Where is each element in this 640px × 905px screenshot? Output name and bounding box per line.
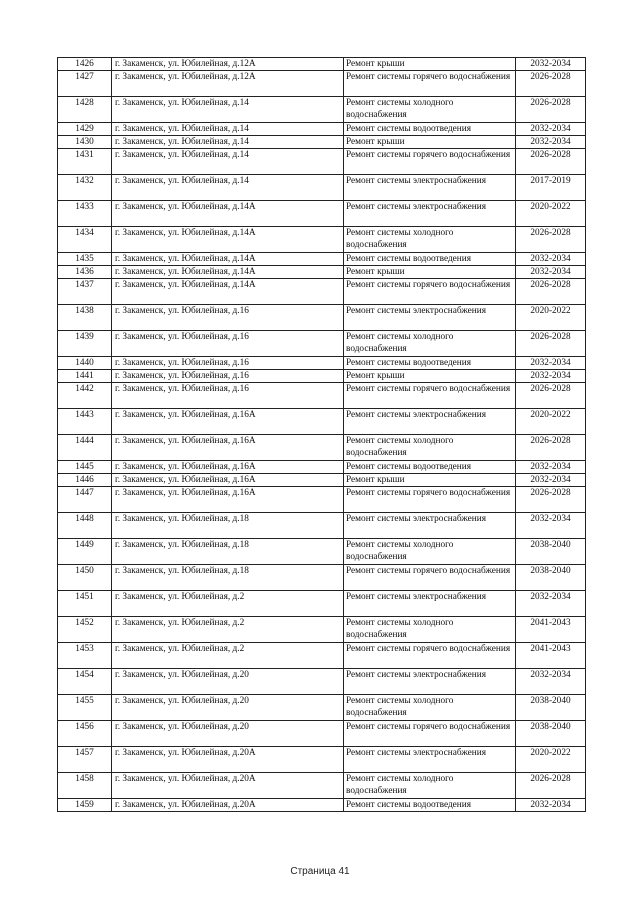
row-work-type: Ремонт системы электроснабжения xyxy=(344,591,516,617)
row-address: г. Закаменск, ул. Юбилейная, д.16А xyxy=(112,461,344,474)
row-period: 2032-2034 xyxy=(516,799,586,812)
row-address: г. Закаменск, ул. Юбилейная, д.16А xyxy=(112,409,344,435)
row-number: 1453 xyxy=(58,643,112,669)
row-work-type: Ремонт системы холодного водоснабжения xyxy=(344,435,516,461)
row-number: 1456 xyxy=(58,721,112,747)
table-row xyxy=(58,565,586,591)
row-address: г. Закаменск, ул. Юбилейная, д.14А xyxy=(112,201,344,227)
row-work-type: Ремонт системы холодного водоснабжения xyxy=(344,331,516,357)
table-row xyxy=(58,370,586,383)
table-row xyxy=(58,487,586,513)
row-number: 1455 xyxy=(58,695,112,721)
table-row xyxy=(58,539,586,565)
row-period: 2020-2022 xyxy=(516,409,586,435)
row-period: 2020-2022 xyxy=(516,201,586,227)
table-row xyxy=(58,695,586,721)
row-period: 2026-2028 xyxy=(516,331,586,357)
row-address: г. Закаменск, ул. Юбилейная, д.20А xyxy=(112,799,344,812)
table-row xyxy=(58,201,586,227)
row-period: 2026-2028 xyxy=(516,487,586,513)
row-work-type: Ремонт системы холодного водоснабжения xyxy=(344,773,516,799)
table-row xyxy=(58,149,586,175)
row-number: 1451 xyxy=(58,591,112,617)
row-address: г. Закаменск, ул. Юбилейная, д.16А xyxy=(112,435,344,461)
row-period: 2032-2034 xyxy=(516,513,586,539)
row-work-type: Ремонт системы электроснабжения xyxy=(344,513,516,539)
row-number: 1437 xyxy=(58,279,112,305)
table-row xyxy=(58,71,586,97)
row-number: 1432 xyxy=(58,175,112,201)
row-address: г. Закаменск, ул. Юбилейная, д.2 xyxy=(112,617,344,643)
row-address: г. Закаменск, ул. Юбилейная, д.2 xyxy=(112,643,344,669)
table-row xyxy=(58,721,586,747)
row-work-type: Ремонт системы холодного водоснабжения xyxy=(344,695,516,721)
row-period: 2026-2028 xyxy=(516,383,586,409)
row-work-type: Ремонт системы электроснабжения xyxy=(344,747,516,773)
row-address: г. Закаменск, ул. Юбилейная, д.18 xyxy=(112,513,344,539)
row-address: г. Закаменск, ул. Юбилейная, д.14 xyxy=(112,97,344,123)
row-address: г. Закаменск, ул. Юбилейная, д.18 xyxy=(112,565,344,591)
row-period: 2032-2034 xyxy=(516,136,586,149)
row-address: г. Закаменск, ул. Юбилейная, д.2 xyxy=(112,591,344,617)
table-row xyxy=(58,58,586,71)
row-work-type: Ремонт системы горячего водоснабжения xyxy=(344,71,516,97)
row-address: г. Закаменск, ул. Юбилейная, д.16 xyxy=(112,357,344,370)
row-period: 2017-2019 xyxy=(516,175,586,201)
table-row xyxy=(58,253,586,266)
row-number: 1433 xyxy=(58,201,112,227)
table-row xyxy=(58,357,586,370)
row-period: 2032-2034 xyxy=(516,123,586,136)
row-address: г. Закаменск, ул. Юбилейная, д.18 xyxy=(112,539,344,565)
row-address: г. Закаменск, ул. Юбилейная, д.16 xyxy=(112,305,344,331)
row-period: 2026-2028 xyxy=(516,149,586,175)
row-work-type: Ремонт системы холодного водоснабжения xyxy=(344,539,516,565)
row-work-type: Ремонт крыши xyxy=(344,136,516,149)
row-work-type: Ремонт системы горячего водоснабжения xyxy=(344,721,516,747)
row-number: 1434 xyxy=(58,227,112,253)
table-row xyxy=(58,591,586,617)
row-period: 2020-2022 xyxy=(516,747,586,773)
row-work-type: Ремонт системы холодного водоснабжения xyxy=(344,617,516,643)
row-number: 1431 xyxy=(58,149,112,175)
row-number: 1444 xyxy=(58,435,112,461)
table-row xyxy=(58,617,586,643)
table-row xyxy=(58,97,586,123)
table-row xyxy=(58,409,586,435)
table-row xyxy=(58,799,586,812)
table-row xyxy=(58,461,586,474)
row-work-type: Ремонт крыши xyxy=(344,58,516,71)
row-number: 1452 xyxy=(58,617,112,643)
row-number: 1430 xyxy=(58,136,112,149)
row-period: 2026-2028 xyxy=(516,773,586,799)
table-row xyxy=(58,266,586,279)
row-work-type: Ремонт системы электроснабжения xyxy=(344,409,516,435)
row-address: г. Закаменск, ул. Юбилейная, д.20 xyxy=(112,669,344,695)
row-address: г. Закаменск, ул. Юбилейная, д.12А xyxy=(112,58,344,71)
row-number: 1426 xyxy=(58,58,112,71)
table-row xyxy=(58,279,586,305)
row-period: 2026-2028 xyxy=(516,97,586,123)
row-period: 2032-2034 xyxy=(516,461,586,474)
row-period: 2026-2028 xyxy=(516,227,586,253)
row-number: 1442 xyxy=(58,383,112,409)
row-number: 1447 xyxy=(58,487,112,513)
table-row xyxy=(58,643,586,669)
row-address: г. Закаменск, ул. Юбилейная, д.14 xyxy=(112,136,344,149)
row-period: 2026-2028 xyxy=(516,279,586,305)
row-period: 2032-2034 xyxy=(516,669,586,695)
row-work-type: Ремонт крыши xyxy=(344,474,516,487)
row-period: 2026-2028 xyxy=(516,435,586,461)
row-period: 2026-2028 xyxy=(516,71,586,97)
table-row xyxy=(58,669,586,695)
row-work-type: Ремонт крыши xyxy=(344,266,516,279)
row-period: 2038-2040 xyxy=(516,721,586,747)
row-address: г. Закаменск, ул. Юбилейная, д.16А xyxy=(112,474,344,487)
row-period: 2032-2034 xyxy=(516,370,586,383)
row-number: 1449 xyxy=(58,539,112,565)
row-number: 1438 xyxy=(58,305,112,331)
row-address: г. Закаменск, ул. Юбилейная, д.20А xyxy=(112,747,344,773)
row-work-type: Ремонт системы горячего водоснабжения xyxy=(344,383,516,409)
row-work-type: Ремонт системы горячего водоснабжения xyxy=(344,149,516,175)
table-row xyxy=(58,513,586,539)
row-address: г. Закаменск, ул. Юбилейная, д.16 xyxy=(112,383,344,409)
row-number: 1429 xyxy=(58,123,112,136)
row-address: г. Закаменск, ул. Юбилейная, д.14А xyxy=(112,227,344,253)
row-address: г. Закаменск, ул. Юбилейная, д.16 xyxy=(112,331,344,357)
row-address: г. Закаменск, ул. Юбилейная, д.12А xyxy=(112,71,344,97)
repair-schedule-body xyxy=(58,58,586,812)
row-address: г. Закаменск, ул. Юбилейная, д.14А xyxy=(112,253,344,266)
table-row xyxy=(58,136,586,149)
row-work-type: Ремонт системы холодного водоснабжения xyxy=(344,97,516,123)
row-number: 1428 xyxy=(58,97,112,123)
row-work-type: Ремонт системы горячего водоснабжения xyxy=(344,487,516,513)
table-row xyxy=(58,383,586,409)
row-address: г. Закаменск, ул. Юбилейная, д.20А xyxy=(112,773,344,799)
table-row xyxy=(58,747,586,773)
row-period: 2041-2043 xyxy=(516,643,586,669)
row-period: 2032-2034 xyxy=(516,253,586,266)
row-number: 1454 xyxy=(58,669,112,695)
row-work-type: Ремонт системы горячего водоснабжения xyxy=(344,279,516,305)
row-period: 2020-2022 xyxy=(516,305,586,331)
row-number: 1446 xyxy=(58,474,112,487)
table-row xyxy=(58,175,586,201)
table-row xyxy=(58,773,586,799)
row-period: 2032-2034 xyxy=(516,58,586,71)
row-work-type: Ремонт системы горячего водоснабжения xyxy=(344,643,516,669)
row-period: 2032-2034 xyxy=(516,474,586,487)
row-number: 1435 xyxy=(58,253,112,266)
row-work-type: Ремонт системы водоотведения xyxy=(344,357,516,370)
row-work-type: Ремонт системы электроснабжения xyxy=(344,201,516,227)
row-work-type: Ремонт крыши xyxy=(344,370,516,383)
row-number: 1427 xyxy=(58,71,112,97)
row-period: 2032-2034 xyxy=(516,266,586,279)
row-address: г. Закаменск, ул. Юбилейная, д.20 xyxy=(112,721,344,747)
row-address: г. Закаменск, ул. Юбилейная, д.20 xyxy=(112,695,344,721)
row-work-type: Ремонт системы водоотведения xyxy=(344,461,516,474)
row-number: 1459 xyxy=(58,799,112,812)
row-address: г. Закаменск, ул. Юбилейная, д.14 xyxy=(112,149,344,175)
row-work-type: Ремонт системы электроснабжения xyxy=(344,305,516,331)
row-number: 1457 xyxy=(58,747,112,773)
row-address: г. Закаменск, ул. Юбилейная, д.14 xyxy=(112,123,344,136)
table-row xyxy=(58,331,586,357)
row-number: 1439 xyxy=(58,331,112,357)
row-period: 2041-2043 xyxy=(516,617,586,643)
row-work-type: Ремонт системы водоотведения xyxy=(344,799,516,812)
row-work-type: Ремонт системы горячего водоснабжения xyxy=(344,565,516,591)
row-work-type: Ремонт системы электроснабжения xyxy=(344,669,516,695)
table-row xyxy=(58,435,586,461)
row-number: 1443 xyxy=(58,409,112,435)
row-work-type: Ремонт системы водоотведения xyxy=(344,253,516,266)
row-number: 1445 xyxy=(58,461,112,474)
row-number: 1440 xyxy=(58,357,112,370)
row-number: 1458 xyxy=(58,773,112,799)
row-period: 2032-2034 xyxy=(516,357,586,370)
row-number: 1441 xyxy=(58,370,112,383)
row-period: 2038-2040 xyxy=(516,695,586,721)
row-address: г. Закаменск, ул. Юбилейная, д.16 xyxy=(112,370,344,383)
table-row xyxy=(58,474,586,487)
repair-schedule-table xyxy=(57,57,586,812)
row-number: 1450 xyxy=(58,565,112,591)
row-address: г. Закаменск, ул. Юбилейная, д.14 xyxy=(112,175,344,201)
row-period: 2032-2034 xyxy=(516,591,586,617)
row-work-type: Ремонт системы водоотведения xyxy=(344,123,516,136)
table-row xyxy=(58,123,586,136)
row-address: г. Закаменск, ул. Юбилейная, д.16А xyxy=(112,487,344,513)
page-number: Страница 41 xyxy=(290,866,350,877)
row-period: 2038-2040 xyxy=(516,565,586,591)
row-number: 1448 xyxy=(58,513,112,539)
row-number: 1436 xyxy=(58,266,112,279)
row-address: г. Закаменск, ул. Юбилейная, д.14А xyxy=(112,279,344,305)
table-row xyxy=(58,227,586,253)
row-work-type: Ремонт системы холодного водоснабжения xyxy=(344,227,516,253)
row-work-type: Ремонт системы электроснабжения xyxy=(344,175,516,201)
row-period: 2038-2040 xyxy=(516,539,586,565)
table-row xyxy=(58,305,586,331)
row-address: г. Закаменск, ул. Юбилейная, д.14А xyxy=(112,266,344,279)
